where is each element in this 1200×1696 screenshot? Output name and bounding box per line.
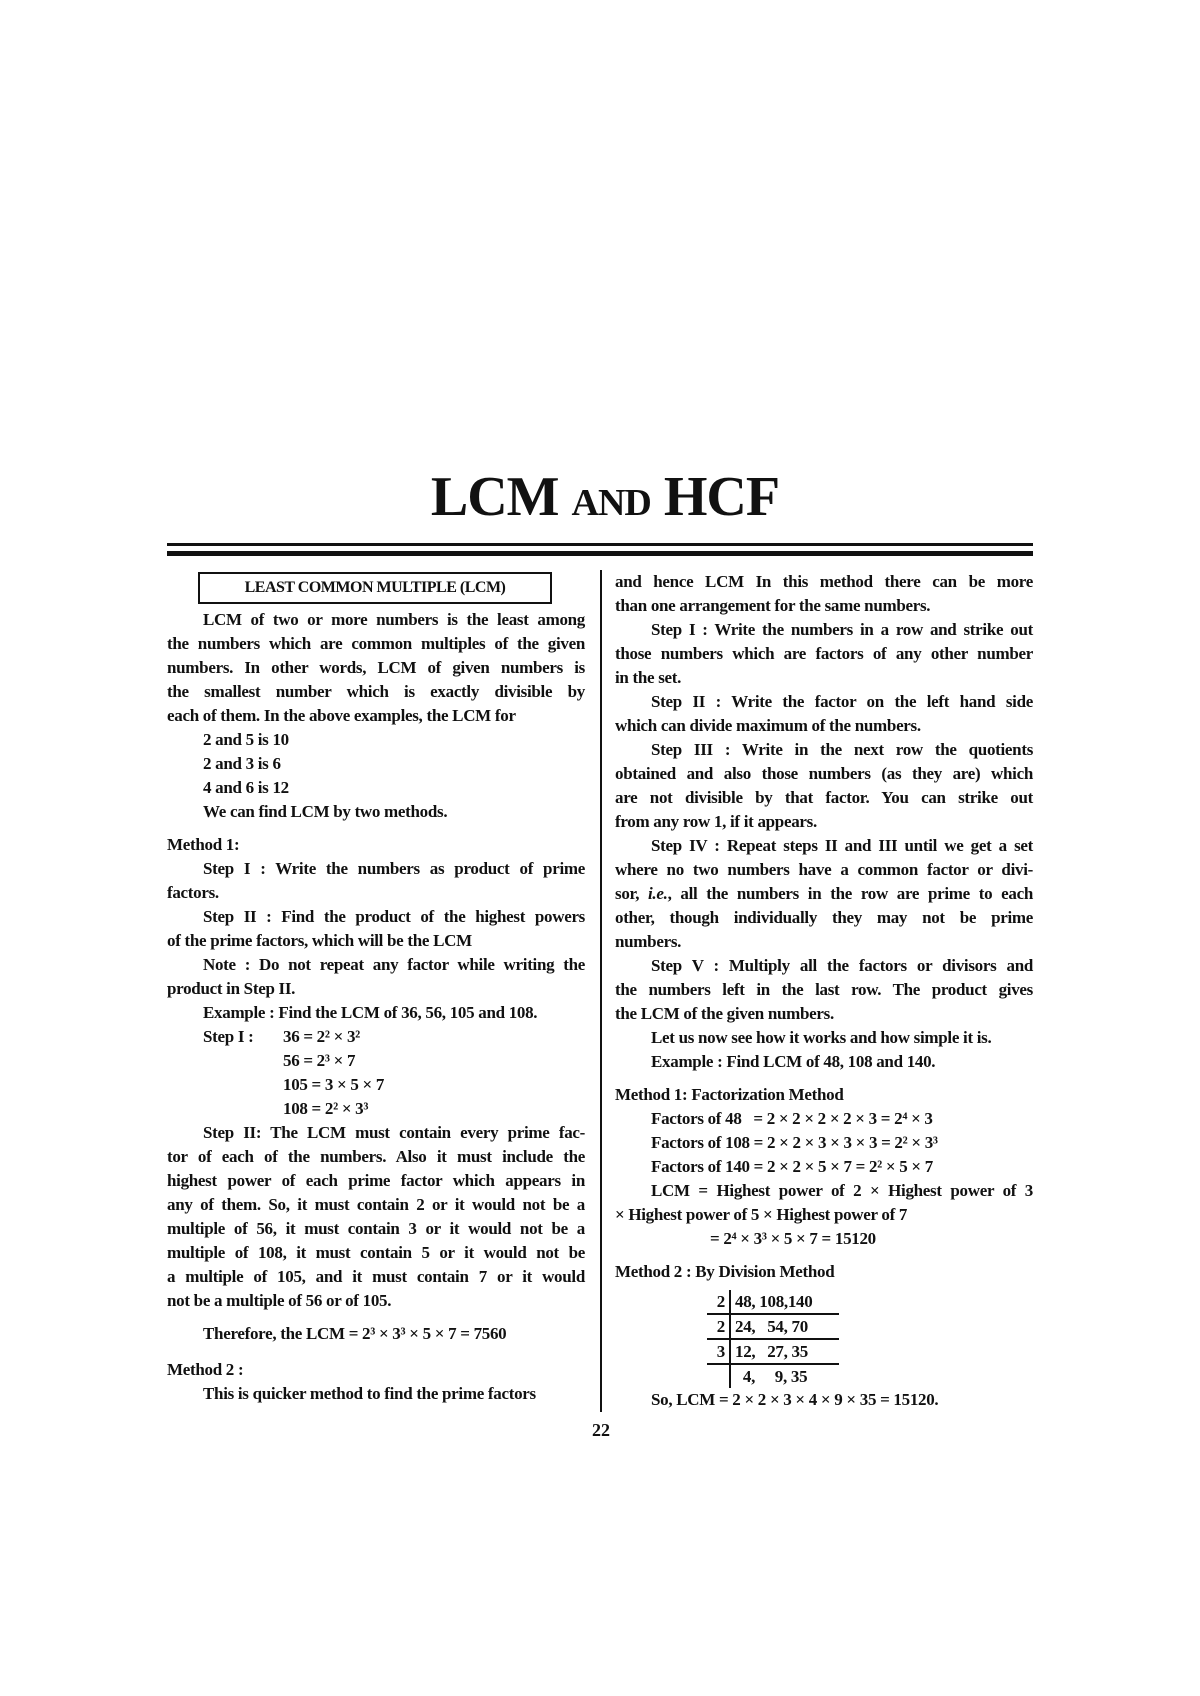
divisor: 2 [707,1290,730,1314]
text-line: the numbers which are common multiples of the given [167,634,585,653]
example-line: 2 and 5 is 10 [203,730,289,749]
step-text: The LCM must contain every prime fac- [270,1123,585,1142]
equation: 108 = 2² × 3³ [283,1099,369,1118]
title-rule-thin [167,543,1033,546]
therefore-line: Therefore, the LCM = 2³ × 3³ × 5 × 7 = 7560 [203,1324,507,1343]
text-line: each of them. In the above examples, the LCM for [167,706,516,725]
text-line: obtained and also those numbers (as they are) which [615,764,1033,783]
title-and: AND [571,482,651,524]
dividends: 12, 27, 35 [730,1339,839,1364]
text-line: which can divide maximum of the numbers. [615,716,921,735]
step-text: Write in the next row the quotients [741,740,1034,759]
division-table [707,1290,839,1388]
text-line: highest power of each prime factor which appears in [167,1171,585,1190]
title-hcf: HCF [663,466,780,528]
step-text: Find the product of the highest powers [281,907,585,926]
lcm-line: LCM = Highest power of 2 × Highest power of 3 [651,1181,1033,1200]
step-label: Step IV : [651,836,720,855]
text-line: other, though individually they may not be prime [615,908,1033,927]
factor-line: Factors of 108 = 2 × 2 × 3 × 3 × 3 = 2² × 3³ [651,1133,938,1152]
equation-row [203,1049,585,1073]
lcm-line: × Highest power of 5 × Highest power of 7 [615,1205,908,1224]
column-divider [600,570,602,1412]
note-text: Do not repeat any factor while writing the [258,955,585,974]
example-text: Find LCM of 48, 108 and 140. [726,1052,936,1071]
text-line: product in Step II. [167,979,296,998]
text-line: than one arrangement for the same numbers. [615,596,931,615]
step-label: Step V : [651,956,719,975]
text-line [615,882,1033,906]
page-number: 22 [592,1420,610,1440]
text-line: LCM of two or more numbers is the least among [203,610,585,629]
step3-line [615,738,1033,762]
text-line: not be a multiple of 56 or of 105. [167,1291,392,1310]
text-line: are not divisible by that factor. You can strike out [615,788,1033,807]
equation: 105 = 3 × 5 × 7 [283,1075,385,1094]
text-line: multiple of 56, it must contain 3 or it would not be a [167,1219,585,1238]
section-heading-box: LEAST COMMON MULTIPLE (LCM) [198,572,552,604]
text-line: where no two numbers have a common factor or divi- [615,860,1033,879]
text-line: of the prime factors, which will be the LCM [167,931,472,950]
divisor: 3 [707,1339,730,1364]
step4-line [615,834,1033,858]
method2-heading: Method 2 : By Division Method [615,1262,835,1281]
text-line: a multiple of 105, and it must contain 7 or it would [167,1267,585,1286]
example-label: Example : [651,1052,723,1071]
method2-heading: Method 2 : [167,1360,244,1379]
step-text: Write the factor on the left hand side [731,692,1033,711]
step2-line [167,905,585,929]
note-label: Note : [203,955,251,974]
text-line: numbers. [615,932,682,951]
example-line: 4 and 6 is 12 [203,778,289,797]
step-label: Step II : [651,692,721,711]
title-rule-thick [167,551,1033,556]
factor-line: Factors of 48 = 2 × 2 × 2 × 2 × 3 = 2⁴ × 3 [651,1109,933,1128]
lcm-result: = 2⁴ × 3³ × 5 × 7 = 15120 [710,1229,876,1248]
ie-italic: i.e. [648,884,668,903]
text-line: those numbers which are factors of any other number [615,644,1033,663]
divisor: 2 [707,1314,730,1339]
dividends: 4, 9, 35 [735,1367,808,1386]
text-line: Let us now see how it works and how simple it is. [651,1028,992,1047]
factor-line: Factors of 140 = 2 × 2 × 5 × 7 = 2² × 5 × 7 [651,1157,933,1176]
text-line: numbers. In other words, LCM of given numbers is [167,658,585,677]
step1-line [615,618,1033,642]
text-line: from any row 1, if it appears. [615,812,817,831]
text-line: any of them. So, it must contain 2 or it would not be a [167,1195,585,1214]
result-line: So, LCM = 2 × 2 × 3 × 4 × 9 × 35 = 15120. [651,1390,939,1409]
chapter-title [0,462,1200,538]
step-text: Write the numbers as product of prime [275,859,585,878]
division-row [707,1290,839,1314]
right-column [615,570,1033,1412]
equation-row [203,1097,585,1121]
step-label: Step II: [203,1123,262,1142]
example-line: We can find LCM by two methods. [203,802,448,821]
title-lcm: LCM [430,466,559,528]
example-heading [615,1050,1033,1074]
divisor [707,1364,730,1388]
step-label: Step I : [651,620,708,639]
step-label: Step III : [651,740,731,759]
text-line: the numbers left in the last row. The product gives [615,980,1033,999]
dividends: 24, 54, 70 [730,1314,839,1339]
example-label: Example : [203,1003,275,1022]
division-row [707,1339,839,1364]
text-part: , all the numbers in the row are prime to each [667,884,1033,903]
step-text: Multiply all the factors or divisors and [728,956,1034,975]
example-text: Find the LCM of 36, 56, 105 and 108. [278,1003,538,1022]
example-line: 2 and 3 is 6 [203,754,281,773]
division-row [707,1364,839,1388]
step-text: Repeat steps II and III until we get a set [726,836,1033,855]
method1-heading: Method 1: [167,835,240,854]
step2b-line [167,1121,585,1145]
text-line: This is quicker method to find the prime factors [203,1384,536,1403]
step2-line [615,690,1033,714]
dividends: 48, 108,140 [730,1290,839,1314]
text-line: the LCM of the given numbers. [615,1004,834,1023]
equation-row [203,1073,585,1097]
equation: 56 = 2³ × 7 [283,1051,356,1070]
division-row [707,1314,839,1339]
text-part: sor, [615,884,648,903]
step-label: Step I : [203,1027,254,1046]
left-column [167,608,585,1406]
equation-row [203,1025,585,1049]
note-line [167,953,585,977]
step5-line [615,954,1033,978]
step-label: Step II : [203,907,272,926]
example-heading [167,1001,585,1025]
method1-heading: Method 1: Factorization Method [615,1085,844,1104]
text-line: tor of each of the numbers. Also it must include the [167,1147,585,1166]
text-line: and hence LCM In this method there can be more [615,572,1033,591]
text-line: in the set. [615,668,682,687]
equation: 36 = 2² × 3² [283,1027,360,1046]
step-text: Write the numbers in a row and strike out [714,620,1033,639]
step-label: Step I : [203,859,266,878]
step1-line [167,857,585,881]
text-line: the smallest number which is exactly divisible by [167,682,585,701]
text-line: multiple of 108, it must contain 5 or it would not be [167,1243,585,1262]
text-line: factors. [167,883,219,902]
